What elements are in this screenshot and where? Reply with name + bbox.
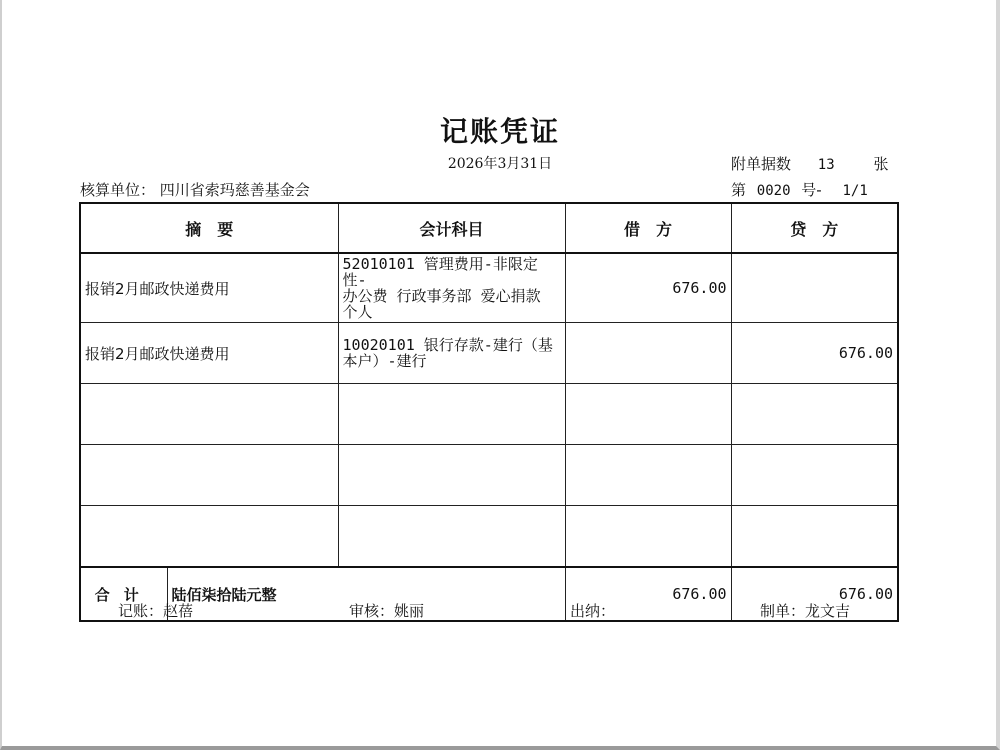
table-header-row: [80, 203, 898, 253]
attachments-info: [731, 153, 888, 174]
row-credit: [731, 506, 898, 568]
row-summary: [80, 506, 338, 568]
total-credit: 676.00: [731, 567, 898, 621]
row-credit: [731, 445, 898, 506]
table-row: [80, 323, 898, 384]
row-debit: [565, 506, 731, 568]
unit-name: 四川省索玛慈善基金会: [159, 181, 310, 199]
row-account: 10020101 银行存款-建行（基 本户）-建行: [338, 323, 565, 384]
row-debit: [565, 384, 731, 445]
row-summary: 报销2月邮政快递费用: [80, 323, 338, 384]
row-account: [338, 445, 565, 506]
document-title: 记账凭证: [439, 115, 560, 148]
page-indicator: 1/1: [842, 183, 868, 199]
attachments-unit: 张: [873, 155, 889, 173]
unit-label: 核算单位：: [80, 181, 156, 199]
table-row: [80, 506, 898, 568]
table-row: [80, 384, 898, 445]
voucher-number: [731, 179, 868, 200]
total-amount-words: 陆佰柒拾陆元整: [167, 567, 565, 621]
bookkeeper-label: 记账：: [118, 602, 164, 620]
accounting-unit: [80, 179, 310, 200]
row-debit: [565, 445, 731, 506]
table-row: [80, 253, 898, 323]
reviewer-signature: [349, 600, 424, 621]
number-prefix: 第: [731, 181, 747, 199]
row-account: [338, 506, 565, 568]
cashier-signature: [570, 600, 615, 621]
table-row: [80, 445, 898, 506]
row-account: 52010101 管理费用-非限定性- 办公费 行政事务部 爱心捐款 个人: [338, 253, 565, 323]
row-summary: 报销2月邮政快递费用: [80, 253, 338, 323]
total-debit: 676.00: [565, 567, 731, 621]
header-credit: 贷 方: [731, 203, 898, 253]
number-suffix: 号-: [801, 181, 822, 199]
row-summary: [80, 445, 338, 506]
bookkeeper-signature: [118, 600, 193, 621]
preparer-name: 龙文吉: [805, 602, 851, 620]
number-value: 0020: [756, 183, 791, 199]
header-account: 会计科目: [338, 203, 565, 253]
reviewer-name: 姚丽: [394, 602, 425, 620]
row-credit: 676.00: [731, 323, 898, 384]
preparer-signature: [760, 600, 850, 621]
bookkeeper-name: 赵蓓: [163, 602, 194, 620]
reviewer-label: 审核：: [349, 602, 395, 620]
row-credit: [731, 384, 898, 445]
header-summary: 摘 要: [80, 203, 338, 253]
attachments-count: 13: [817, 157, 835, 173]
row-credit: [731, 253, 898, 323]
cashier-label: 出纳：: [570, 602, 616, 620]
row-debit: 676.00: [565, 253, 731, 323]
row-debit: [565, 323, 731, 384]
voucher-date: 2026年3月31日: [447, 156, 553, 172]
preparer-label: 制单：: [760, 602, 806, 620]
row-summary: [80, 384, 338, 445]
voucher-table: [79, 202, 899, 622]
header-debit: 借 方: [565, 203, 731, 253]
row-account: [338, 384, 565, 445]
total-label: 合计: [80, 567, 167, 621]
attachments-label: 附单据数: [731, 155, 792, 173]
